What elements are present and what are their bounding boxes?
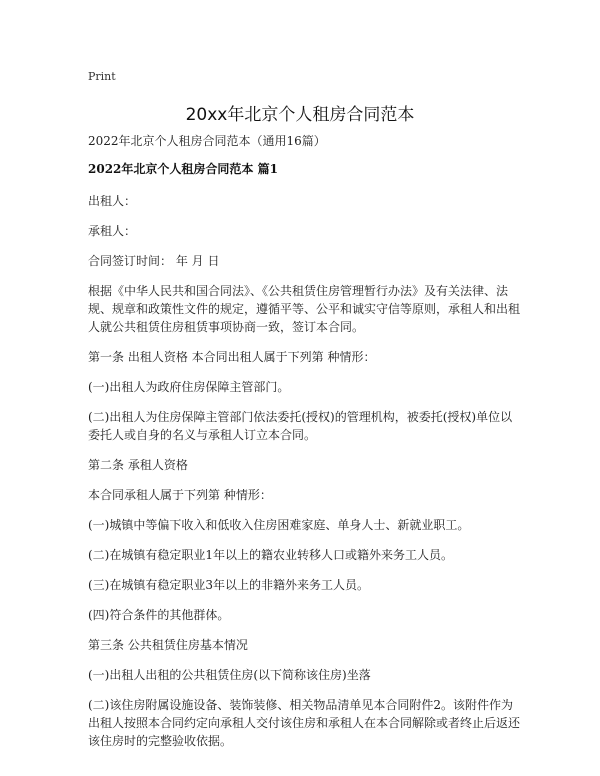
document-subtitle: 2022年北京个人租房合同范本（通用16篇） (88, 134, 326, 148)
lessor-line: 出租人： (88, 194, 137, 208)
article-3-item-1: (一)出租人出租的公共租赁住房(以下简称该住房)坐落 (88, 668, 371, 682)
signing-date-line: 合同签订时间： 年 月 日 (88, 254, 220, 268)
article-1-item-2: (二)出租人为住房保障主管部门依法委托(授权)的管理机构，被委托(授权)单位以委托人或自身的名义与承租人订立本合同。 (88, 410, 513, 442)
article-2-item-2: (二)在城镇有稳定职业1年以上的籍农业转移人口或籍外来务工人员。 (88, 548, 454, 562)
article-3-heading: 第三条 公共租赁住房基本情况 (88, 638, 248, 652)
article-1-heading: 第一条 出租人资格 本合同出租人属于下列第 种情形： (88, 350, 376, 364)
article-2-item-1: (一)城镇中等偏下收入和低收入住房困难家庭、单身人士、新就业职工。 (88, 518, 470, 532)
document-title: 20xx年北京个人租房合同范本 (185, 105, 415, 125)
article-1-item-1: (一)出租人为政府住房保障主管部门。 (88, 380, 290, 394)
article-2-heading: 第二条 承租人资格 (88, 458, 188, 472)
article-2-item-3: (三)在城镇有稳定职业3年以上的非籍外来务工人员。 (88, 578, 370, 592)
article-2-intro: 本合同承租人属于下列第 种情形： (88, 488, 272, 502)
article-3-item-2: (二)该住房附属设施设备、装饰装修、相关物品清单见本合同附件2。该附件作为出租人按照本合同约定向承租人交付该住房和承租人在本合同解除或者终止后返还该住房时的完整验收依据。 (88, 698, 521, 748)
preamble-paragraph: 根据《中华人民共和国合同法》、《公共租赁住房管理暂行办法》及有关法律、法规、规章和政策性文件的规定，遵循平等、公平和诚实守信等原则，承租人和出租人就公共租赁住房租赁事项协商一致，签订本合同。 (88, 284, 521, 334)
article-2-item-4: (四)符合条件的其他群体。 (88, 608, 230, 622)
print-label[interactable]: Print (88, 70, 116, 83)
document-body (88, 132, 520, 762)
lessee-line: 承租人： (88, 224, 137, 238)
section-heading: 2022年北京个人租房合同范本 篇1 (88, 162, 278, 176)
